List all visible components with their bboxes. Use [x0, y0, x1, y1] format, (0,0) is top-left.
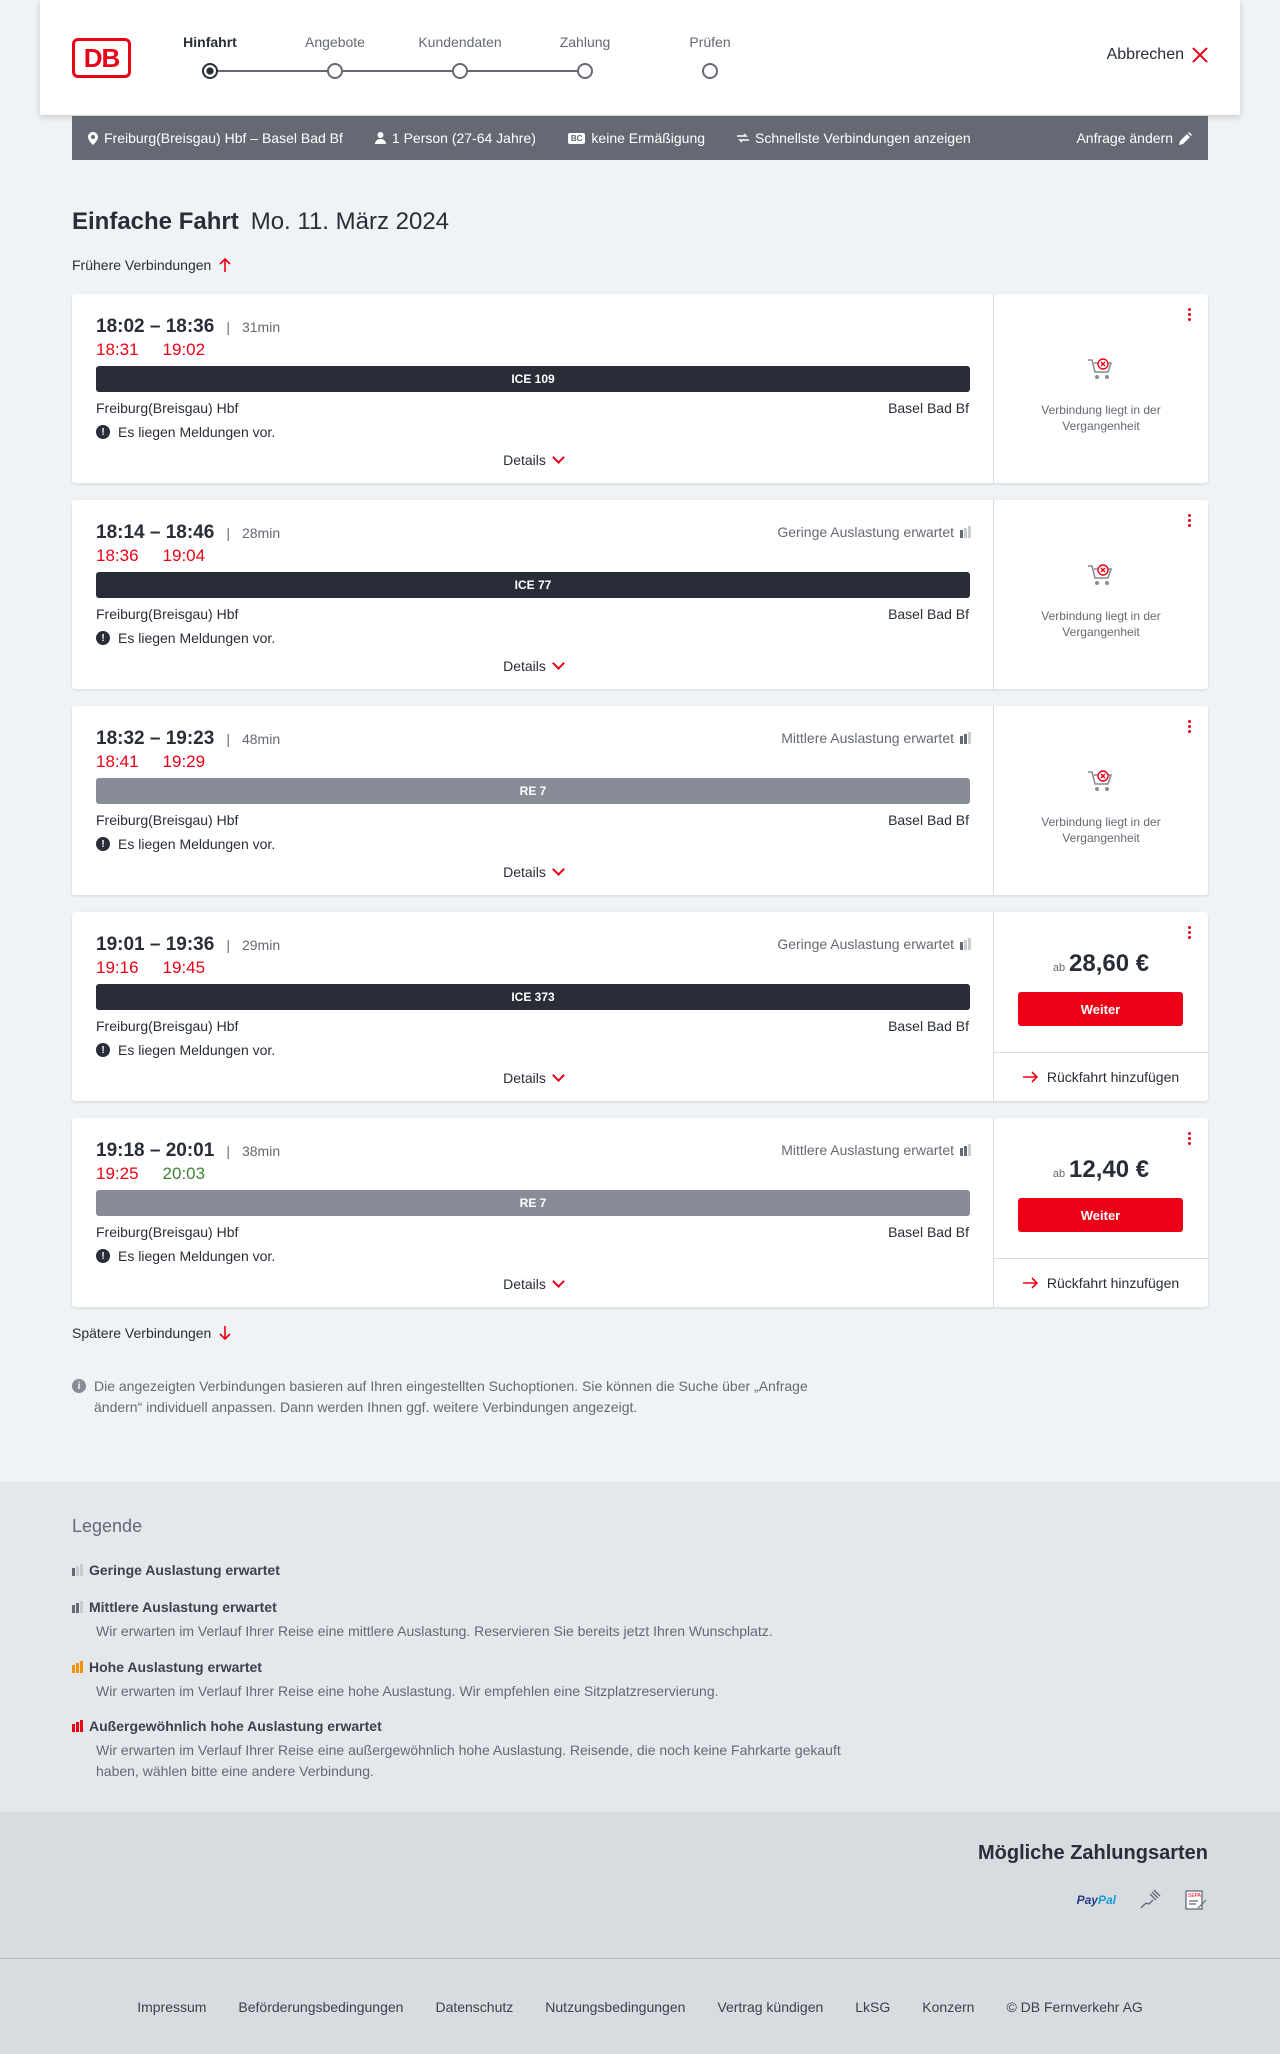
occupancy-icon	[960, 732, 971, 744]
step-label: Angebote	[305, 34, 365, 50]
realtime-arrival: 19:04	[162, 546, 206, 565]
past-connection-text: Verbindung liegt in der Vergangenheit	[1041, 815, 1161, 845]
schedule-times	[96, 934, 280, 956]
realtime-times	[96, 546, 205, 566]
realtime-arrival: 20:03	[162, 1164, 206, 1183]
alert-icon: !	[96, 631, 110, 645]
payment-icons	[1077, 1888, 1208, 1912]
realtime-departure: 18:36	[96, 546, 139, 565]
departure-station: Freiburg(Breisgau) Hbf	[96, 812, 239, 828]
route-summary	[88, 130, 343, 146]
connection-card	[72, 706, 1208, 895]
cart-unavailable-icon	[1086, 768, 1116, 794]
step-dot-active	[202, 63, 218, 79]
arrow-right-icon	[1023, 1277, 1039, 1289]
separator: |	[226, 731, 230, 747]
arrival-station: Basel Bad Bf	[888, 812, 969, 828]
step-dot	[702, 63, 718, 79]
past-connection-text: Verbindung liegt in der Vergangenheit	[1041, 609, 1161, 639]
train-bar: RE 7	[96, 1190, 970, 1216]
separator: |	[226, 319, 230, 335]
price-display	[994, 950, 1208, 978]
header	[40, 0, 1240, 115]
more-options-icon[interactable]	[1188, 308, 1192, 321]
legend-item-title: Außergewöhnlich hohe Auslastung erwartet	[89, 1718, 382, 1734]
step-dot	[327, 63, 343, 79]
alert-icon: !	[96, 1249, 110, 1263]
occupancy-high-icon	[72, 1661, 83, 1673]
realtime-times	[96, 752, 205, 772]
travellers-summary	[375, 130, 536, 146]
price-value: 28,60 €	[1069, 950, 1150, 977]
step-pruefen	[650, 34, 770, 79]
realtime-times	[96, 340, 205, 360]
separator: |	[226, 1143, 230, 1159]
add-return-trip-button[interactable]	[994, 1052, 1208, 1101]
realtime-departure: 19:16	[96, 958, 139, 977]
occupancy-info	[781, 1142, 971, 1158]
offer-panel	[994, 1118, 1208, 1307]
cart-unavailable-icon	[1086, 356, 1116, 382]
realtime-arrival: 19:02	[162, 340, 206, 359]
fastest-text: Schnellste Verbindungen anzeigen	[755, 130, 971, 146]
legend-item-very-high	[72, 1718, 852, 1782]
return-trip-label: Rückfahrt hinzufügen	[1046, 1275, 1180, 1291]
duration: 31min	[241, 319, 281, 335]
details-label: Details	[503, 1070, 546, 1086]
legend-item-title: Geringe Auslastung erwartet	[89, 1562, 280, 1578]
duration: 29min	[241, 937, 281, 953]
arrow-right-icon	[1023, 1071, 1039, 1083]
discount-text: keine Ermäßigung	[591, 130, 706, 146]
cancel-label: Abbrechen	[1106, 46, 1184, 63]
close-icon	[1192, 47, 1208, 63]
planned-times: 19:01 – 19:36	[96, 934, 215, 955]
pencil-icon	[1179, 132, 1192, 145]
legend-item-medium	[72, 1599, 852, 1642]
notice-text: Es liegen Meldungen vor.	[118, 630, 276, 646]
footer-link-konzern[interactable]: Konzern	[922, 1998, 975, 2015]
arrival-station: Basel Bad Bf	[888, 1224, 969, 1240]
alert-icon: !	[96, 837, 110, 851]
duration: 48min	[241, 731, 281, 747]
travellers-text: 1 Person (27-64 Jahre)	[391, 130, 536, 146]
step-angebote	[275, 34, 395, 79]
details-label: Details	[503, 864, 546, 880]
train-bar: ICE 77	[96, 572, 970, 598]
footer-link-impressum[interactable]: Impressum	[137, 1998, 207, 2015]
later-label: Spätere Verbindungen	[72, 1325, 212, 1341]
realtime-times	[96, 958, 205, 978]
occupancy-text: Geringe Auslastung erwartet	[777, 936, 954, 952]
connection-main	[72, 500, 994, 689]
legend-item-desc: Wir erwarten im Verlauf Ihrer Reise eine außergewöhnlich hohe Auslastung. Reisende, die noch keine Fahrkarte gekauft haben, wählen bitte eine andere Verbindung.	[96, 1742, 841, 1779]
offer-panel	[994, 294, 1208, 483]
connection-main	[72, 912, 994, 1101]
legend-section	[0, 1482, 1280, 1812]
progress-stepper	[180, 34, 731, 84]
step-hinfahrt[interactable]	[150, 34, 270, 79]
alert-icon: !	[96, 425, 110, 439]
occupancy-info	[781, 730, 971, 746]
connection-card	[72, 1118, 1208, 1307]
footer-link-lksg[interactable]: LkSG	[855, 1998, 891, 2015]
departure-station: Freiburg(Breisgau) Hbf	[96, 606, 239, 622]
legend-item-title: Mittlere Auslastung erwartet	[89, 1599, 277, 1615]
notice-text: Es liegen Meldungen vor.	[118, 836, 276, 852]
trip-type: Einfache Fahrt	[72, 208, 239, 235]
arrival-station: Basel Bad Bf	[888, 400, 969, 416]
connection-card	[72, 294, 1208, 483]
connection-main	[72, 294, 994, 483]
cancel-button[interactable]	[1107, 46, 1208, 64]
details-toggle[interactable]	[72, 658, 994, 674]
chevron-down-icon	[552, 1069, 565, 1082]
connection-card	[72, 912, 1208, 1101]
db-logo[interactable]: DB	[72, 38, 131, 78]
notice-message	[96, 424, 275, 440]
payment-methods-section	[0, 1812, 1280, 1958]
person-icon	[375, 132, 386, 144]
sepa-direct-debit-icon	[1184, 1888, 1208, 1912]
planned-times: 18:14 – 18:46	[96, 522, 215, 543]
offer-panel	[994, 912, 1208, 1101]
realtime-times	[96, 1164, 205, 1184]
departure-station: Freiburg(Breisgau) Hbf	[96, 1224, 239, 1240]
continue-button[interactable]: Weiter	[1018, 992, 1183, 1026]
footer-copyright: © DB Fernverkehr AG	[1006, 1998, 1143, 2015]
earlier-connections-link[interactable]	[72, 257, 231, 273]
legend-item-title: Hohe Auslastung erwartet	[89, 1659, 262, 1675]
train-bar: RE 7	[96, 778, 970, 804]
notice-text: Es liegen Meldungen vor.	[118, 424, 276, 440]
footer-link-nutzungsbedingungen[interactable]: Nutzungsbedingungen	[545, 1998, 686, 2015]
change-request-label: Anfrage ändern	[1076, 130, 1173, 146]
step-label: Prüfen	[689, 34, 731, 50]
more-options-icon[interactable]	[1188, 1132, 1192, 1145]
price-prefix: ab	[1052, 962, 1066, 974]
fastest-connections-toggle[interactable]	[737, 130, 971, 146]
change-request-button[interactable]	[1076, 130, 1192, 146]
info-text: Die angezeigten Verbindungen basieren auf Ihren eingestellten Suchoptionen. Sie können die Suche über „Anfrage ändern“ individuell anpassen. Dann werden Ihnen ggf. weitere Verbindungen angezeigt.	[94, 1378, 808, 1415]
notice-text: Es liegen Meldungen vor.	[118, 1248, 276, 1264]
step-dot	[452, 63, 468, 79]
step-kundendaten	[400, 34, 520, 79]
svg-text:SEPA: SEPA	[1188, 1893, 1201, 1899]
payment-title: Mögliche Zahlungsarten	[977, 1842, 1208, 1864]
price-prefix: ab	[1052, 1168, 1066, 1180]
connection-card	[72, 500, 1208, 689]
arrow-down-icon	[219, 1326, 231, 1340]
offer-panel	[994, 706, 1208, 895]
earlier-label: Frühere Verbindungen	[72, 257, 212, 273]
step-label: Kundendaten	[418, 34, 502, 50]
search-summary-bar	[72, 116, 1208, 160]
planned-times: 18:32 – 19:23	[96, 728, 215, 749]
occupancy-medium-icon	[72, 1601, 83, 1613]
details-toggle[interactable]	[72, 1276, 994, 1292]
connection-main	[72, 706, 994, 895]
chevron-down-icon	[552, 863, 565, 876]
occupancy-info	[777, 524, 971, 540]
footer-link-datenschutz[interactable]: Datenschutz	[435, 1998, 514, 2015]
occupancy-low-icon	[72, 1564, 83, 1576]
arrival-station: Basel Bad Bf	[888, 606, 969, 622]
notice-message	[96, 1248, 275, 1264]
location-pin-icon	[88, 132, 98, 145]
more-options-icon[interactable]	[1188, 926, 1192, 939]
hand-card-icon	[1138, 1888, 1162, 1912]
discount-summary	[568, 130, 705, 146]
return-trip-label: Rückfahrt hinzufügen	[1046, 1069, 1180, 1085]
occupancy-very-high-icon	[72, 1720, 83, 1732]
realtime-arrival: 19:45	[162, 958, 206, 977]
departure-station: Freiburg(Breisgau) Hbf	[96, 1018, 239, 1034]
route-text: Freiburg(Breisgau) Hbf – Basel Bad Bf	[104, 130, 343, 146]
arrival-station: Basel Bad Bf	[888, 1018, 969, 1034]
departure-station: Freiburg(Breisgau) Hbf	[96, 400, 239, 416]
details-label: Details	[503, 452, 546, 468]
occupancy-info	[777, 936, 971, 952]
details-toggle[interactable]	[72, 452, 994, 468]
occupancy-text: Mittlere Auslastung erwartet	[781, 730, 954, 746]
legend-title: Legende	[72, 1516, 143, 1536]
occupancy-icon	[960, 526, 971, 538]
duration: 38min	[241, 1143, 281, 1159]
legend-item-desc: Wir erwarten im Verlauf Ihrer Reise eine mittlere Auslastung. Reservieren Sie bereits jetzt Ihren Wunschplatz.	[96, 1623, 773, 1639]
trip-date: Mo. 11. März 2024	[250, 208, 450, 235]
cart-unavailable-icon	[1086, 562, 1116, 588]
paypal-icon: PayPal	[1076, 1893, 1116, 1907]
footer	[0, 1958, 1280, 2054]
occupancy-icon	[960, 938, 971, 950]
chevron-down-icon	[552, 657, 565, 670]
realtime-arrival: 19:29	[162, 752, 206, 771]
separator: |	[226, 937, 230, 953]
notice-text: Es liegen Meldungen vor.	[118, 1042, 276, 1058]
price-value: 12,40 €	[1069, 1156, 1150, 1183]
details-toggle[interactable]	[72, 1070, 994, 1086]
planned-times: 19:18 – 20:01	[96, 1140, 215, 1161]
more-options-icon[interactable]	[1188, 720, 1192, 733]
legend-item-low	[72, 1562, 852, 1578]
separator: |	[226, 525, 230, 541]
details-label: Details	[503, 658, 546, 674]
footer-link-vertrag-kuendigen[interactable]: Vertrag kündigen	[717, 1998, 824, 2015]
step-zahlung	[525, 34, 645, 79]
footer-link-befoerderungsbedingungen[interactable]: Beförderungsbedingungen	[238, 1998, 404, 2015]
realtime-departure: 18:31	[96, 340, 139, 359]
connection-main	[72, 1118, 994, 1307]
schedule-times	[96, 522, 280, 544]
occupancy-text: Geringe Auslastung erwartet	[777, 524, 954, 540]
price-display	[994, 1156, 1208, 1184]
arrow-up-icon	[219, 258, 231, 272]
notice-message	[96, 630, 275, 646]
chevron-down-icon	[552, 1275, 565, 1288]
continue-button[interactable]: Weiter	[1018, 1198, 1183, 1232]
past-connection-text: Verbindung liegt in der Vergangenheit	[1041, 403, 1161, 433]
more-options-icon[interactable]	[1188, 514, 1192, 527]
later-connections-link[interactable]	[72, 1325, 231, 1341]
alert-icon: !	[96, 1043, 110, 1057]
schedule-times	[96, 728, 280, 750]
search-info-note	[72, 1376, 852, 1418]
occupancy-text: Mittlere Auslastung erwartet	[781, 1142, 954, 1158]
train-bar: ICE 109	[96, 366, 970, 392]
occupancy-icon	[960, 1144, 971, 1156]
legend-item-desc: Wir erwarten im Verlauf Ihrer Reise eine hohe Auslastung. Wir empfehlen eine Sitzplatzreservierung.	[96, 1683, 719, 1699]
info-icon: i	[72, 1379, 86, 1393]
details-toggle[interactable]	[72, 864, 994, 880]
notice-message	[96, 1042, 275, 1058]
page-title	[72, 208, 449, 236]
chevron-down-icon	[552, 451, 565, 464]
realtime-departure: 19:25	[96, 1164, 139, 1183]
notice-message	[96, 836, 275, 852]
train-bar: ICE 373	[96, 984, 970, 1010]
schedule-times	[96, 1140, 280, 1162]
schedule-times	[96, 316, 280, 338]
legend-item-high	[72, 1659, 852, 1702]
step-label: Hinfahrt	[183, 34, 237, 50]
bahncard-icon: BC	[568, 133, 586, 144]
step-label: Zahlung	[559, 34, 611, 50]
planned-times: 18:02 – 18:36	[96, 316, 215, 337]
add-return-trip-button[interactable]	[994, 1258, 1208, 1307]
step-dot	[577, 63, 593, 79]
duration: 28min	[241, 525, 281, 541]
offer-panel	[994, 500, 1208, 689]
realtime-departure: 18:41	[96, 752, 139, 771]
swap-arrows-icon	[737, 133, 749, 143]
details-label: Details	[503, 1276, 546, 1292]
